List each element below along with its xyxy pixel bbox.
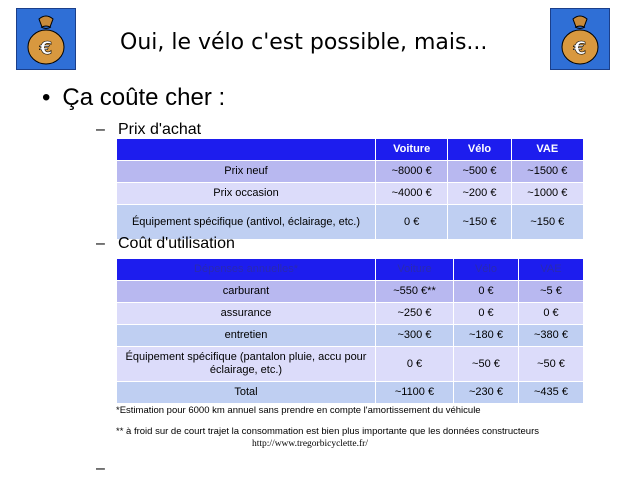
table-row <box>117 325 584 347</box>
row-label: carburant <box>117 281 376 303</box>
table-row <box>117 183 584 205</box>
table-row <box>117 303 584 325</box>
dash-glyph: – <box>96 235 105 252</box>
table-row <box>117 281 584 303</box>
cell-voiture: ~550 €** <box>376 281 454 303</box>
column-header: Voiture <box>376 259 454 281</box>
table-header-row <box>117 139 584 161</box>
cell-vae: ~150 € <box>511 205 583 240</box>
cell-vae: ~380 € <box>518 325 583 347</box>
sub-bullet-prix-achat <box>96 121 201 139</box>
cell-velo: 0 € <box>453 281 518 303</box>
cell-velo: ~200 € <box>448 183 511 205</box>
row-label: Équipement spécifique (pantalon pluie, accu pour éclairage, etc.) <box>117 347 376 382</box>
source-url: http://www.tregorbicyclette.fr/ <box>252 439 368 449</box>
column-header: Voiture <box>376 139 448 161</box>
usage-cost-table <box>116 258 584 404</box>
row-label: assurance <box>117 303 376 325</box>
svg-text:€: € <box>573 38 587 59</box>
cell-vae: 0 € <box>518 303 583 325</box>
footnote-estimation: *Estimation pour 6000 km annuel sans prendre en compte l'amortissement du véhicule <box>116 405 481 416</box>
column-header <box>117 139 376 161</box>
cell-velo: 0 € <box>453 303 518 325</box>
slide-title: Oui, le vélo c'est possible, mais... <box>120 30 488 55</box>
cell-voiture: ~300 € <box>376 325 454 347</box>
row-label: Prix neuf <box>117 161 376 183</box>
cell-voiture: ~1100 € <box>376 382 454 404</box>
table-row-total <box>117 382 584 404</box>
sub-bullet-text: Prix d'achat <box>118 121 202 138</box>
purchase-price-table <box>116 138 584 240</box>
cell-voiture: ~250 € <box>376 303 454 325</box>
empty-sub-bullet <box>96 460 118 478</box>
sub-bullet-cout-utilisation <box>96 235 235 253</box>
cell-vae: ~5 € <box>518 281 583 303</box>
cell-velo: ~230 € <box>453 382 518 404</box>
money-bag-euro-icon <box>16 8 76 70</box>
dash-glyph: – <box>96 121 105 138</box>
table-row <box>117 161 584 183</box>
column-header: Dépenses annuelles* <box>117 259 376 281</box>
cell-voiture: ~4000 € <box>376 183 448 205</box>
cell-vae: ~1500 € <box>511 161 583 183</box>
main-bullet <box>42 84 225 112</box>
row-label: Total <box>117 382 376 404</box>
sub-bullet-text: Coût d'utilisation <box>118 235 235 252</box>
cell-velo: ~500 € <box>448 161 511 183</box>
dash-glyph: – <box>96 460 105 477</box>
cell-velo: ~50 € <box>453 347 518 382</box>
svg-text:€: € <box>39 38 53 59</box>
cell-voiture: 0 € <box>376 347 454 382</box>
cell-vae: ~50 € <box>518 347 583 382</box>
bullet-dot: • <box>42 84 51 111</box>
main-bullet-text: Ça coûte cher : <box>62 84 226 111</box>
row-label: Équipement spécifique (antivol, éclairage, etc.) <box>117 205 376 240</box>
cell-vae: ~435 € <box>518 382 583 404</box>
row-label: Prix occasion <box>117 183 376 205</box>
column-header: VAE <box>511 139 583 161</box>
table-header-row <box>117 259 584 281</box>
cell-voiture: 0 € <box>376 205 448 240</box>
cell-velo: ~180 € <box>453 325 518 347</box>
column-header: Vélo <box>453 259 518 281</box>
money-bag-euro-icon <box>550 8 610 70</box>
cell-voiture: ~8000 € <box>376 161 448 183</box>
column-header: Vélo <box>448 139 511 161</box>
row-label: entretien <box>117 325 376 347</box>
cell-vae: ~1000 € <box>511 183 583 205</box>
footnote-consommation: ** à froid sur de court trajet la consommation est bien plus importante que les données constructeurs <box>116 426 539 437</box>
column-header: VAE <box>518 259 583 281</box>
table-row <box>117 347 584 382</box>
cell-velo: ~150 € <box>448 205 511 240</box>
